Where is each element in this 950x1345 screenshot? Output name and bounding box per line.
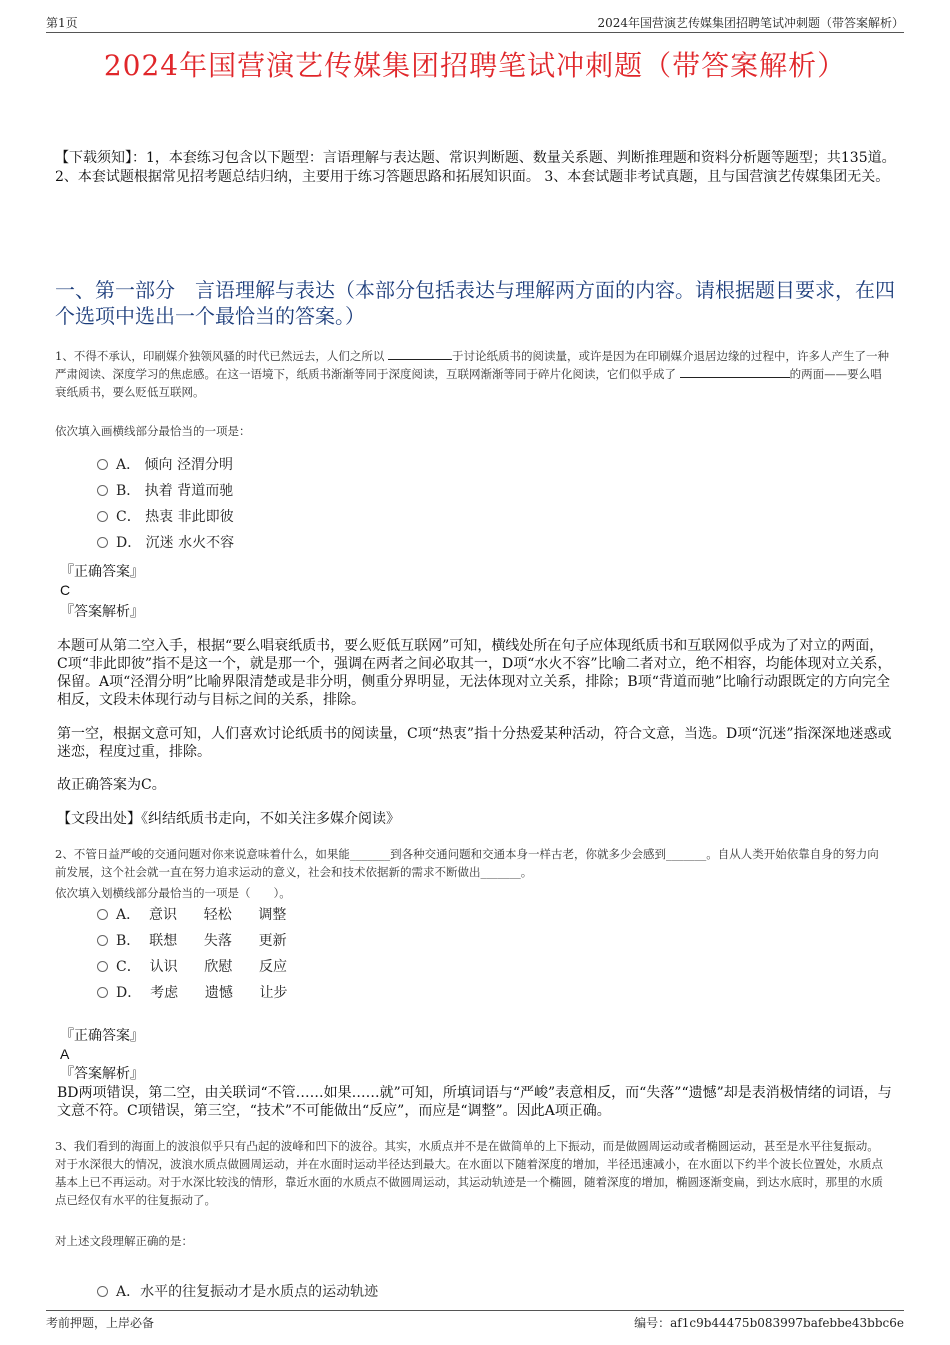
document-title: 2024年国营演艺传媒集团招聘笔试冲刺题（带答案解析） xyxy=(103,49,847,82)
page-number: 第1页 xyxy=(46,16,78,30)
header-divider xyxy=(46,32,904,33)
question-1-text: 1、不得不承认，印刷媒介独领风骚的时代已然远去，人们之所以 于讨论纸质书的阅读量，或许是因为在印刷媒介退居边缘的过程中，许多人产生了一种严肃阅读、深度学习的焦虑感。在这一语境下，纸质书渐渐等同于深度阅读，互联网渐渐等同于碎片化阅读，它们似乎成了 的两面——要么唱衰纸质书，要么贬低互联网。 xyxy=(55,349,889,399)
q1-analysis-2: 第一空，根据文意可知，人们喜欢讨论纸质书的阅读量，C项“热衷”指十分热爱某种活动，符合文意，当选。D项“沉迷”指深深地迷惑或迷恋，程度过重，排除。 xyxy=(57,726,892,760)
q1-option-d[interactable]: D． 沉迷 水火不容 xyxy=(97,533,234,553)
radio-icon[interactable] xyxy=(97,961,108,972)
q1-answer-label: 『正确答案』 xyxy=(60,564,144,580)
radio-icon[interactable] xyxy=(97,987,108,998)
q2-answer: A xyxy=(60,1046,70,1062)
footer-slogan: 考前押题，上岸必备 xyxy=(46,1316,155,1330)
q2-analysis: BD两项错误，第二空，由关联词“不管……如果……就”可知，所填词语与“严峻”表意相反，而“失落”“遗憾”却是表消极情绪的词语，与文意不符。C项错误，第三空，“技术”不可能做出“反应”，而应是“调整”。因此A项正确。 xyxy=(57,1085,892,1119)
radio-icon[interactable] xyxy=(97,909,108,920)
q1-option-c[interactable]: C． 热衷 非此即彼 xyxy=(97,507,234,527)
radio-icon[interactable] xyxy=(97,537,108,548)
radio-icon[interactable] xyxy=(97,1286,108,1297)
q2-option-a[interactable]: A． 意识 轻松 调整 xyxy=(97,905,286,925)
radio-icon[interactable] xyxy=(97,459,108,470)
radio-icon[interactable] xyxy=(97,935,108,946)
question-3-prompt: 对上述文段理解正确的是： xyxy=(55,1234,193,1248)
section-heading: 一、第一部分 言语理解与表达（本部分包括表达与理解两方面的内容。请根据题目要求，在四个选项中选出一个最恰当的答案。） xyxy=(55,278,895,328)
footer-doc-id: 编号：af1c9b44475b083997bafebbe43bbc6e xyxy=(634,1316,904,1330)
q1-option-a[interactable]: A． 倾向 泾渭分明 xyxy=(97,455,233,475)
q1-analysis-label: 『答案解析』 xyxy=(60,604,144,620)
radio-icon[interactable] xyxy=(97,511,108,522)
q2-option-b[interactable]: B． 联想 失落 更新 xyxy=(97,931,287,951)
q1-answer: C xyxy=(60,582,71,598)
q1-analysis-1: 本题可从第二空入手，根据“要么唱衰纸质书，要么贬低互联网”可知，横线处所在句子应体现纸质书和互联网似乎成为了对立的两面，C项“非此即彼”指不是这一个，就是那一个，强调在两者之间必取其一，D项“水火不容”比喻二者对立，绝不相容，均能体现对立关系，保留。A项“泾渭分明”比喻界限清楚或是非分明，侧重分界明显，无法体现对立关系，排除；B项“背道而驰”比喻行动跟既定的方向完全相反，文段未体现行动与目标之间的关系，排除。 xyxy=(57,638,892,708)
question-1-prompt: 依次填入画横线部分最恰当的一项是： xyxy=(55,424,251,438)
header-doc-title: 2024年国营演艺传媒集团招聘笔试冲刺题（带答案解析） xyxy=(597,16,904,30)
q2-analysis-label: 『答案解析』 xyxy=(60,1066,144,1082)
question-2-text: 2、不管日益严峻的交通问题对你来说意味着什么，如果能_______到各种交通问题和交通本身一样古老，你就多少会感到_______。自从人类开始依靠自身的努力向前发展，这个社会就一直在努力追求运动的意义，社会和技术依据新的需求不断做出_______。 xyxy=(55,847,879,879)
footer-divider xyxy=(46,1310,904,1311)
q2-option-d[interactable]: D． 考虑 遗憾 让步 xyxy=(97,983,288,1003)
download-notice: 【下载须知】：1，本套练习包含以下题型：言语理解与表达题、常识判断题、数量关系题、判断推理题和资料分析题等题型；共135道。 2、本套试题根据常见招考题总结归纳，主要用于练习答题思路和拓展知识面。 3、本套试题非考试真题，且与国营演艺传媒集团无关。 xyxy=(55,150,896,185)
q3-option-a[interactable]: A．水平的往复振动才是水质点的运动轨迹 xyxy=(97,1282,378,1302)
question-2-prompt: 依次填入划横线部分最恰当的一项是（ ）。 xyxy=(55,886,291,900)
q1-analysis-3: 故正确答案为C。 xyxy=(57,777,166,793)
question-3-text: 3、我们看到的海面上的波浪似乎只有凸起的波峰和凹下的波谷。其实，水质点并不是在做简单的上下振动，而是做圆周运动或者椭圆运动，甚至是水平往复振动。对于水深很大的情况，波浪水质点做圆周运动，并在水面时运动半径达到最大。在水面以下随着深度的增加，半径迅速减小，在水面以下约半个波长位置处，水质点基本上已不再运动。对于水深比较浅的情形，靠近水面的水质点不做圆周运动，其运动轨迹是一个椭圆，随着深度的增加，椭圆逐渐变扁，到达水底时，那里的水质点已经仅有水平的往复振动了。 xyxy=(55,1139,883,1207)
blank-1 xyxy=(388,347,452,360)
q1-source: 【文段出处】《纠结纸质书走向，不如关注多媒介阅读》 xyxy=(57,811,400,827)
blank-2 xyxy=(680,365,790,378)
radio-icon[interactable] xyxy=(97,485,108,496)
q2-option-c[interactable]: C． 认识 欣慰 反应 xyxy=(97,957,287,977)
q2-answer-label: 『正确答案』 xyxy=(60,1028,144,1044)
q1-option-b[interactable]: B． 执着 背道而驰 xyxy=(97,481,233,501)
